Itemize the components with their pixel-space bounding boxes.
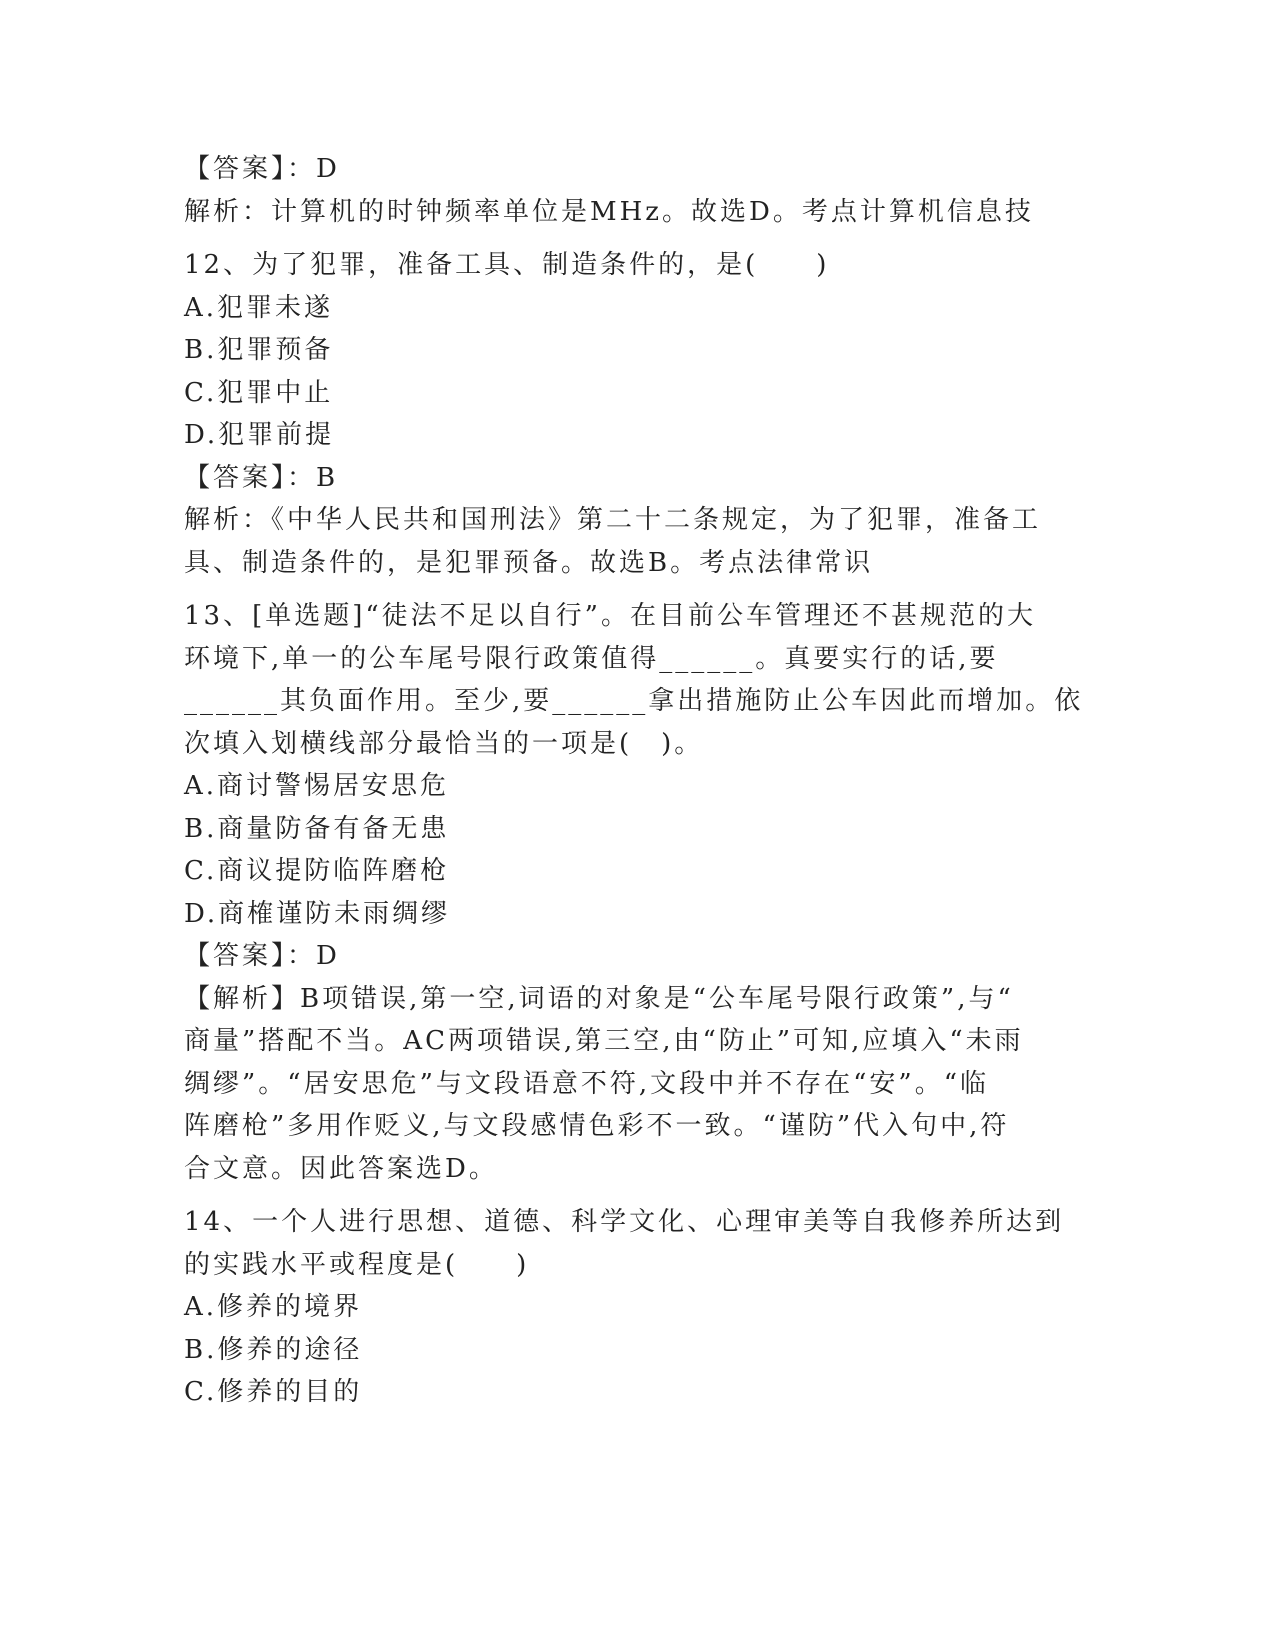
option-b: B.犯罪预备 — [184, 335, 334, 365]
question-14-line: 的实践水平或程度是( ) — [184, 1249, 530, 1280]
analysis-line: 商量”搭配不当。AC两项错误,第三空,由“防止”可知,应填入“未雨 — [184, 1026, 1024, 1056]
question-13-line: 13、[单选题]“徒法不足以自行”。在目前公车管理还不甚规范的大 — [184, 601, 1036, 631]
analysis-line: 合文意。因此答案选D。 — [184, 1153, 498, 1184]
question-12: 12、为了犯罪，准备工具、制造条件的，是( ) — [184, 250, 830, 280]
answer-line: 【答案】：D — [184, 941, 340, 971]
question-13-line: ______其负面作用。至少,要______拿出措施防止公车因此而增加。依 — [184, 686, 1084, 716]
option-b: B.商量防备有备无患 — [184, 813, 450, 844]
answer-line: 【答案】：B — [184, 462, 339, 493]
option-d: D.犯罪前提 — [184, 420, 335, 450]
option-c: C.修养的目的 — [184, 1377, 363, 1407]
document-page — [184, 148, 1084, 1414]
option-b: B.修养的途径 — [184, 1334, 363, 1365]
question-13-line: 次填入划横线部分最恰当的一项是( )。 — [184, 728, 704, 759]
analysis-line: 具、制造条件的，是犯罪预备。故选B。考点法律常识 — [184, 547, 874, 578]
option-c: C.犯罪中止 — [184, 377, 334, 408]
answer-line: 【答案】：D — [184, 154, 340, 184]
option-a: A.修养的境界 — [184, 1292, 363, 1322]
question-13-line: 环境下,单一的公车尾号限行政策值得______。真要实行的话,要 — [184, 643, 999, 674]
option-a: A.犯罪未遂 — [184, 292, 334, 323]
analysis-line: 阵磨枪”多用作贬义,与文段感情色彩不一致。“谨防”代入句中,符 — [184, 1111, 1010, 1141]
option-c: C.商议提防临阵磨枪 — [184, 856, 450, 886]
analysis-line: 解析：《中华人民共和国刑法》第二十二条规定，为了犯罪，准备工 — [184, 505, 1042, 535]
analysis-line: 解析：计算机的时钟频率单位是MHz。故选D。考点计算机信息技 — [184, 196, 1034, 227]
question-14-line: 14、一个人进行思想、道德、科学文化、心理审美等自我修养所达到 — [184, 1207, 1065, 1237]
analysis-line: 【解析】B项错误,第一空,词语的对象是“公车尾号限行政策”,与“ — [184, 983, 1014, 1014]
option-d: D.商榷谨防未雨绸缪 — [184, 898, 451, 929]
option-a: A.商讨警惕居安思危 — [184, 771, 450, 801]
analysis-line: 绸缪”。“居安思危”与文段语意不符,文段中并不存在“安”。“临 — [184, 1068, 990, 1099]
